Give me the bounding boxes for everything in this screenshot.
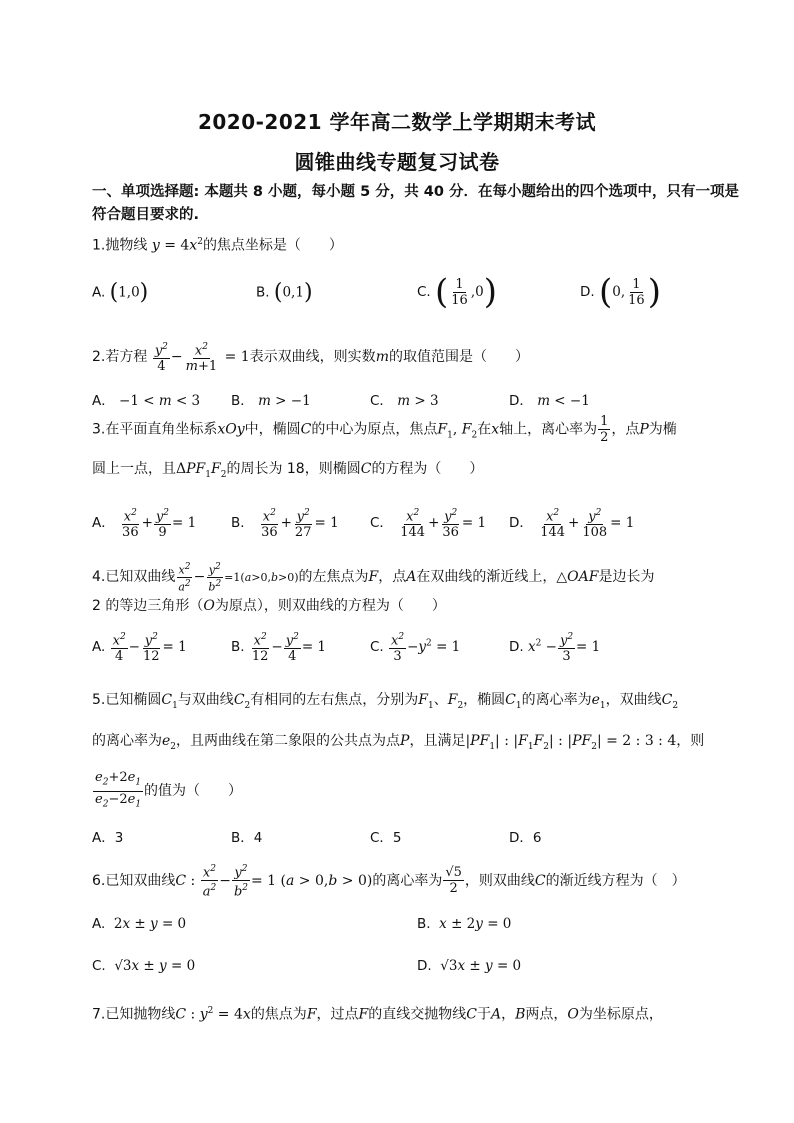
option-a[interactable]: A. $\frac{x^2}{4}$ − $\frac{y^2}{12}$ = 1	[92, 632, 187, 665]
option-a[interactable]: A． −1 < m < 3	[92, 393, 201, 409]
option-a[interactable]: A． $\frac{x^2}{36}$ + $\frac{y^2}{9}$ = 1	[92, 508, 197, 541]
question-6: 6.已知双曲线C : $\frac{x^2}{a^2}$ − $\frac{y^2}{b^2}$ = 1 (a > 0,b > 0)的离心率为 $\frac{√5}{2}$ ，则双曲线C的渐近线方程为（ ）	[92, 864, 686, 900]
question-4-cont: 2 的等边三角形（O为原点），则双曲线的方程为（ ）	[92, 598, 446, 614]
option-c[interactable]: C. $\frac{x^2}{3}$ $-y^2 = 1$	[370, 632, 461, 665]
question-3: 3.在平面直角坐标系xOy中，椭圆C的中心为原点，焦点$F_1$, $F_2$在x轴上，离心率为 $\frac{1}{2}$ ，点P为椭	[92, 414, 677, 445]
question-4: 4.已知双曲线 $\frac{x^2}{a^2}$ − $\frac{y^2}{b^2}$ =1(a>0,b>0)的左焦点为F，点A在双曲线的渐近线上，△OAF是边长为	[92, 562, 655, 594]
section-heading-cont: 符合题目要求的.	[92, 207, 200, 223]
question-5: 5.已知椭圆$C_1$与双曲线$C_2$有相同的左右焦点，分别为$F_1$、$F_2$，椭圆$C_1$的离心率为$e_1$，双曲线$C_2$	[92, 692, 679, 711]
question-3-cont: 圆上一点，且$\Delta PF_1F_2$的周长为 18，则椭圆C的方程为（ ）	[92, 461, 484, 480]
question-text: 抛物线	[105, 237, 148, 254]
question-number: 1.	[92, 237, 106, 254]
question-5-cont: 的离心率为$e_2$，且两曲线在第二象限的公共点为点P，且满足$|PF_1|$ : $|F_1F_2|$ : $|PF_2| = 2$ : 3 : 4，则	[92, 733, 705, 752]
option-b[interactable]: B． m > −1	[231, 393, 311, 409]
question-7: 7.已知抛物线C : $y^2 = 4x$的焦点为F，过点F的直线交抛物线C于A，B两点，O为坐标原点，	[92, 1006, 663, 1023]
question-1: 1.抛物线 $y = 4x^2$的焦点坐标是（ ）	[92, 237, 343, 254]
option-c[interactable]: C. √3x ± y = 0	[92, 958, 196, 974]
exam-title: 2020-2021 学年高二数学上学期期末考试	[197, 110, 597, 134]
option-d[interactable]: D. (0, $\frac{1}{16}$ )	[580, 272, 661, 312]
option-c[interactable]: C．5	[370, 830, 402, 846]
option-a[interactable]: A．3	[92, 830, 124, 846]
option-d[interactable]: D. $x^2$ − $\frac{y^2}{3}$ = 1	[509, 632, 601, 665]
section-heading: 一、单项选择题: 本题共 8 小题，每小题 5 分，共 40 分．在每小题给出的四个选项中，只有一项是	[92, 184, 739, 200]
option-b[interactable]: B. x ± 2y = 0	[417, 916, 512, 932]
option-d[interactable]: D．6	[509, 830, 542, 846]
question-5-cont2: $\frac{e_2+2e_1}{e_2-2e_1}$ 的值为（ ）	[95, 770, 243, 810]
option-a[interactable]: A. (1,0)	[92, 280, 149, 305]
question-text: 的焦点坐标是（ ）	[202, 237, 343, 254]
formula: y	[151, 237, 160, 254]
question-2: 2.若方程 $\frac{y^2}{4}$ − $\frac{x^2}{m+1}$ = 1表示双曲线，则实数m的取值范围是（ ）	[92, 342, 529, 375]
option-d[interactable]: D. √3x ± y = 0	[417, 958, 522, 974]
exam-subtitle: 圆锥曲线专题复习试卷	[294, 150, 500, 174]
option-d[interactable]: D． $\frac{x^2}{144}$ + $\frac{y^2}{108}$ = 1	[509, 508, 635, 541]
option-d[interactable]: D． m < −1	[509, 393, 590, 409]
option-b[interactable]: B． $\frac{x^2}{36}$ + $\frac{y^2}{27}$ = 1	[231, 508, 339, 541]
option-a[interactable]: A. 2x ± y = 0	[92, 916, 187, 932]
option-c[interactable]: C． m > 3	[370, 393, 439, 409]
option-c[interactable]: C． $\frac{x^2}{144}$ + $\frac{y^2}{36}$ = 1	[370, 508, 487, 541]
option-b[interactable]: B. $\frac{x^2}{12}$ − $\frac{y^2}{4}$ = 1	[231, 632, 327, 665]
option-c[interactable]: C. ( $\frac{1}{16}$ ,0)	[417, 272, 497, 312]
option-b[interactable]: B．4	[231, 830, 263, 846]
option-b[interactable]: B. (0,1)	[256, 280, 313, 305]
